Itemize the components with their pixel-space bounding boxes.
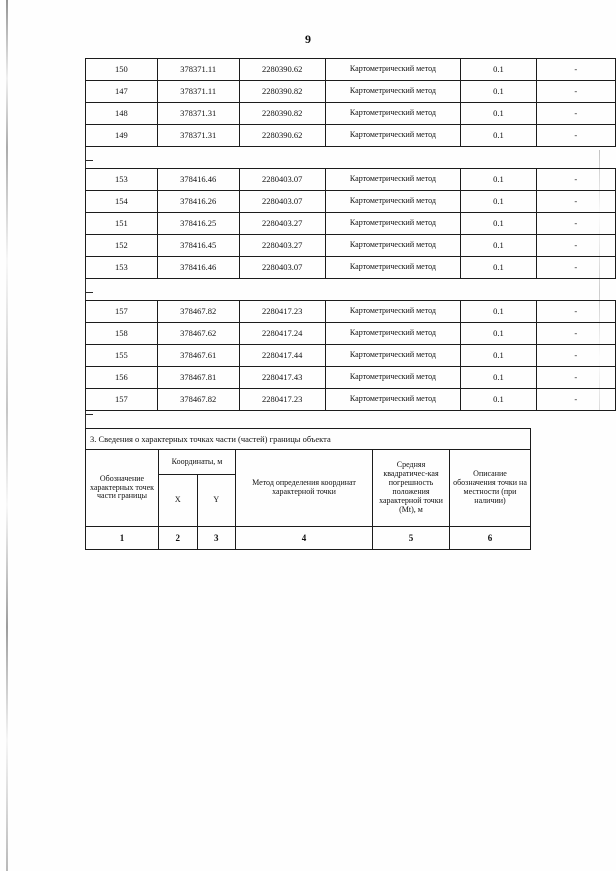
cell-coord-x: 378371.11 <box>157 59 239 81</box>
cell-point-id: 157 <box>86 389 158 411</box>
cell-error: 0.1 <box>461 367 537 389</box>
header-coord-x: X <box>159 475 198 527</box>
cell-point-id: 157 <box>86 301 158 323</box>
scan-artifact-left-edge <box>6 0 8 871</box>
table-row <box>86 191 616 213</box>
section-heading-text: 3. Сведения о характерных точках части (частей) границы объекта <box>90 434 331 444</box>
cell-coord-y: 2280417.23 <box>239 301 325 323</box>
cell-point-id: 152 <box>86 235 158 257</box>
cell-method: Картометрический метод <box>325 59 460 81</box>
cell-coord-x: 378371.11 <box>157 81 239 103</box>
cell-method: Картометрический метод <box>325 191 460 213</box>
cell-error: 0.1 <box>461 125 537 147</box>
cell-description: - <box>536 81 615 103</box>
table-body <box>86 169 616 279</box>
block-separator-tick <box>86 292 93 293</box>
cell-point-id: 155 <box>86 345 158 367</box>
cell-error: 0.1 <box>461 213 537 235</box>
cell-error: 0.1 <box>461 81 537 103</box>
cell-method: Картометрический метод <box>325 81 460 103</box>
table-body <box>86 450 531 550</box>
header-coord-y: Y <box>197 475 236 527</box>
cell-coord-y: 2280403.27 <box>239 213 325 235</box>
cell-error: 0.1 <box>461 389 537 411</box>
table-row <box>86 367 616 389</box>
cell-coord-x: 378416.45 <box>157 235 239 257</box>
cell-coord-x: 378467.82 <box>157 301 239 323</box>
cell-method: Картометрический метод <box>325 345 460 367</box>
cell-point-id: 156 <box>86 367 158 389</box>
table-row <box>86 213 616 235</box>
table-row <box>86 235 616 257</box>
cell-description: - <box>536 389 615 411</box>
cell-coord-x: 378467.81 <box>157 367 239 389</box>
block-separator-tick <box>86 414 93 415</box>
cell-coord-y: 2280403.27 <box>239 235 325 257</box>
cell-point-id: 149 <box>86 125 158 147</box>
cell-coord-y: 2280390.82 <box>239 81 325 103</box>
cell-error: 0.1 <box>461 59 537 81</box>
cell-coord-x: 378416.25 <box>157 213 239 235</box>
column-number-1: 1 <box>86 527 159 550</box>
column-number-row <box>86 527 531 550</box>
cell-error: 0.1 <box>461 169 537 191</box>
page-number: 9 <box>305 32 311 46</box>
cell-point-id: 148 <box>86 103 158 125</box>
table-row <box>86 103 616 125</box>
cell-description: - <box>536 367 615 389</box>
cell-coord-x: 378371.31 <box>157 103 239 125</box>
cell-description: - <box>536 345 615 367</box>
cell-method: Картометрический метод <box>325 235 460 257</box>
cell-method: Картометрический метод <box>325 323 460 345</box>
cell-point-id: 150 <box>86 59 158 81</box>
cell-coord-x: 378416.26 <box>157 191 239 213</box>
column-number-2: 2 <box>159 527 198 550</box>
cell-coord-x: 378416.46 <box>157 169 239 191</box>
cell-description: - <box>536 257 615 279</box>
table-body <box>86 301 616 411</box>
cell-description: - <box>536 169 615 191</box>
cell-error: 0.1 <box>461 235 537 257</box>
column-number-5: 5 <box>373 527 450 550</box>
cell-error: 0.1 <box>461 257 537 279</box>
table-row <box>86 81 616 103</box>
cell-error: 0.1 <box>461 103 537 125</box>
cell-point-id: 154 <box>86 191 158 213</box>
cell-coord-y: 2280403.07 <box>239 169 325 191</box>
cell-method: Картометрический метод <box>325 367 460 389</box>
cell-description: - <box>536 235 615 257</box>
block-separator-tick <box>86 160 93 161</box>
cell-description: - <box>536 59 615 81</box>
cell-coord-x: 378416.46 <box>157 257 239 279</box>
cell-coord-y: 2280417.24 <box>239 323 325 345</box>
cell-error: 0.1 <box>461 323 537 345</box>
cell-method: Картометрический метод <box>325 301 460 323</box>
table-row <box>86 323 616 345</box>
table-row <box>86 169 616 191</box>
table-body <box>86 59 616 147</box>
table-row <box>86 389 616 411</box>
cell-description: - <box>536 323 615 345</box>
cell-error: 0.1 <box>461 301 537 323</box>
cell-point-id: 147 <box>86 81 158 103</box>
cell-point-id: 151 <box>86 213 158 235</box>
cell-error: 0.1 <box>461 345 537 367</box>
table-row <box>86 125 616 147</box>
column-number-6: 6 <box>450 527 531 550</box>
cell-method: Картометрический метод <box>325 213 460 235</box>
cell-point-id: 153 <box>86 257 158 279</box>
cell-method: Картометрический метод <box>325 103 460 125</box>
cell-coord-y: 2280417.23 <box>239 389 325 411</box>
header-coordinates-group: Координаты, м <box>159 450 236 475</box>
header-description: Описание обозначения точки на местности (при наличии) <box>450 450 531 527</box>
cell-coord-x: 378467.62 <box>157 323 239 345</box>
table-row <box>86 345 616 367</box>
cell-point-id: 153 <box>86 169 158 191</box>
cell-description: - <box>536 213 615 235</box>
cell-error: 0.1 <box>461 191 537 213</box>
header-method: Метод определения координат характерной точки <box>236 450 373 527</box>
cell-coord-y: 2280403.07 <box>239 191 325 213</box>
cell-coord-y: 2280390.62 <box>239 125 325 147</box>
section-heading <box>85 428 531 449</box>
cell-coord-x: 378467.82 <box>157 389 239 411</box>
cell-method: Картометрический метод <box>325 169 460 191</box>
cell-description: - <box>536 191 615 213</box>
cell-description: - <box>536 125 615 147</box>
table-row <box>86 59 616 81</box>
coordinates-table-block-3 <box>85 300 616 411</box>
header-point-id: Обозначение характерных точек части границы <box>86 450 159 527</box>
coordinates-table-block-1 <box>85 58 616 147</box>
header-error: Средняя квадратичес-кая погрешность положения характерной точки (Мt), м <box>373 450 450 527</box>
cell-method: Картометрический метод <box>325 389 460 411</box>
cell-description: - <box>536 103 615 125</box>
table-row <box>86 301 616 323</box>
cell-point-id: 158 <box>86 323 158 345</box>
cell-coord-y: 2280417.43 <box>239 367 325 389</box>
table-row <box>86 257 616 279</box>
cell-coord-y: 2280390.62 <box>239 59 325 81</box>
column-number-4: 4 <box>236 527 373 550</box>
header-row-top <box>86 450 531 475</box>
column-number-3: 3 <box>197 527 236 550</box>
cell-coord-x: 378371.31 <box>157 125 239 147</box>
cell-coord-x: 378467.61 <box>157 345 239 367</box>
cell-method: Картометрический метод <box>325 257 460 279</box>
coordinates-table-block-2 <box>85 168 616 279</box>
cell-coord-y: 2280390.82 <box>239 103 325 125</box>
cell-description: - <box>536 301 615 323</box>
section-header-table <box>85 449 531 550</box>
cell-coord-y: 2280403.07 <box>239 257 325 279</box>
cell-method: Картометрический метод <box>325 125 460 147</box>
cell-coord-y: 2280417.44 <box>239 345 325 367</box>
